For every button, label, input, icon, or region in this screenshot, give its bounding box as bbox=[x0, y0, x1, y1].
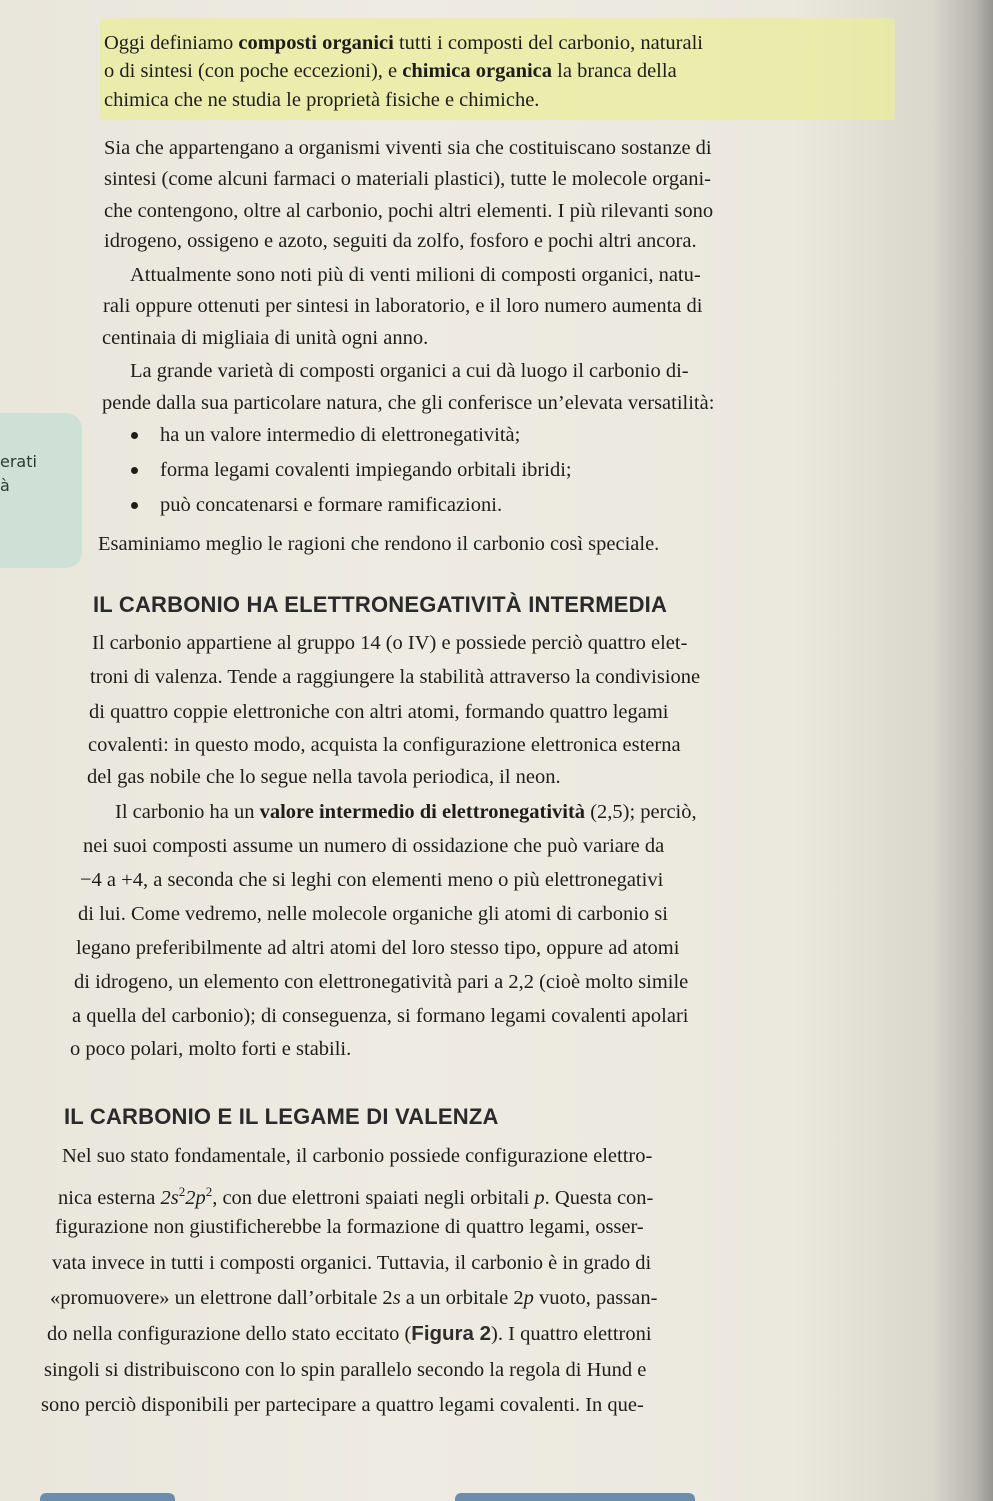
paragraph-1-line: o di sintesi (con poche eccezioni), e chimica organica la branca della bbox=[104, 60, 677, 82]
section-2-line: Nel suo stato fondamentale, il carbonio possiede configurazione elettro- bbox=[62, 1145, 653, 1167]
section-2-line: singoli si distribuiscono con lo spin parallelo secondo la regola di Hund e bbox=[44, 1359, 647, 1381]
section-2-line: figurazione non giustificherebbe la formazione di quattro legami, osser- bbox=[55, 1216, 644, 1238]
section-1-line: legano preferibilmente ad altri atomi del loro stesso tipo, oppure ad atomi bbox=[76, 937, 680, 959]
section-1-line: nei suoi composti assume un numero di ossidazione che può variare da bbox=[83, 835, 665, 857]
paragraph-2-line: Sia che appartengano a organismi viventi sia che costituiscano sostanze di bbox=[104, 137, 712, 159]
bottom-color-strip bbox=[40, 1493, 175, 1501]
paragraph-3-line: centinaia di migliaia di unità ogni anno. bbox=[102, 327, 429, 349]
section-1-line: Il carbonio ha un valore intermedio di elettronegatività (2,5); perciò, bbox=[115, 801, 697, 823]
section-heading: IL CARBONIO E IL LEGAME DI VALENZA bbox=[64, 1104, 499, 1129]
paragraph-3-line: Attualmente sono noti più di venti milioni di composti organici, natu- bbox=[130, 264, 701, 286]
section-1-line: di idrogeno, un elemento con elettronegatività pari a 2,2 (cioè molto simile bbox=[74, 971, 689, 993]
section-1-line: −4 a +4, a seconda che si leghi con elementi meno o più elettronegativi bbox=[80, 869, 664, 891]
paragraph-2-line: idrogeno, ossigeno e azoto, seguiti da zolfo, fosforo e pochi altri ancora. bbox=[104, 230, 697, 252]
section-2-line: «promuovere» un elettrone dall’orbitale 2s a un orbitale 2p vuoto, passan- bbox=[50, 1287, 658, 1309]
section-2-line: do nella configurazione dello stato eccitato (Figura 2). I quattro elettroni bbox=[47, 1322, 652, 1345]
paragraph-2-line: sintesi (come alcuni farmaci o materiali plastici), tutte le molecole organi- bbox=[104, 168, 711, 190]
section-heading: IL CARBONIO HA ELETTRONEGATIVITÀ INTERMEDIA bbox=[93, 592, 668, 617]
section-2-line: vata invece in tutti i composti organici. Tuttavia, il carbonio è in grado di bbox=[52, 1252, 652, 1274]
bullet-dot bbox=[131, 432, 138, 439]
paragraph-3-line: rali oppure ottenuti per sintesi in laboratorio, e il loro numero aumenta di bbox=[103, 295, 703, 317]
margin-tab bbox=[0, 413, 82, 568]
margin-label: erati bbox=[0, 452, 37, 471]
paragraph-4-line: La grande varietà di composti organici a cui dà luogo il carbonio di- bbox=[130, 360, 689, 382]
section-2-line: sono perciò disponibili per partecipare a quattro legami covalenti. In que- bbox=[41, 1394, 644, 1416]
bullet-dot bbox=[131, 502, 138, 509]
bullet-item: ha un valore intermedio di elettronegatività; bbox=[160, 424, 521, 446]
paragraph-5: Esaminiamo meglio le ragioni che rendono il carbonio così speciale. bbox=[98, 533, 660, 555]
bullet-dot bbox=[131, 467, 138, 474]
bullet-item: può concatenarsi e formare ramificazioni. bbox=[160, 494, 503, 516]
paragraph-2-line: che contengono, oltre al carbonio, pochi altri elementi. I più rilevanti sono bbox=[104, 200, 714, 222]
bottom-color-strip bbox=[455, 1493, 695, 1501]
section-1-line: a quella del carbonio); di conseguenza, si formano legami covalenti apolari bbox=[72, 1005, 689, 1027]
section-1-line: Il carbonio appartiene al gruppo 14 (o IV) e possiede perciò quattro elet- bbox=[92, 632, 688, 654]
margin-label: à bbox=[0, 476, 10, 495]
paragraph-1-line: Oggi definiamo composti organici tutti i composti del carbonio, naturali bbox=[104, 32, 703, 54]
section-1-line: covalenti: in questo modo, acquista la configurazione elettronica esterna bbox=[88, 734, 681, 756]
section-1-line: troni di valenza. Tende a raggiungere la stabilità attraverso la condivisione bbox=[90, 666, 701, 688]
bullet-item: forma legami covalenti impiegando orbitali ibridi; bbox=[160, 459, 572, 481]
section-1-line: di quattro coppie elettroniche con altri atomi, formando quattro legami bbox=[89, 701, 669, 723]
section-1-line: di lui. Come vedremo, nelle molecole organiche gli atomi di carbonio si bbox=[78, 903, 668, 925]
paragraph-4-line: pende dalla sua particolare natura, che gli conferisce un’elevata versatilità: bbox=[102, 392, 715, 414]
figure-reference: Figura 2 bbox=[411, 1322, 492, 1345]
section-1-line: o poco polari, molto forti e stabili. bbox=[70, 1038, 352, 1060]
page-edge-shadow bbox=[933, 0, 993, 1501]
section-1-line: del gas nobile che lo segue nella tavola periodica, il neon. bbox=[87, 766, 561, 788]
section-2-line: nica esterna $2s^22p^2$, con due elettroni spaiati negli orbitali p. Questa con- bbox=[58, 1184, 654, 1209]
paragraph-1-line: chimica che ne studia le proprietà fisiche e chimiche. bbox=[104, 89, 540, 111]
